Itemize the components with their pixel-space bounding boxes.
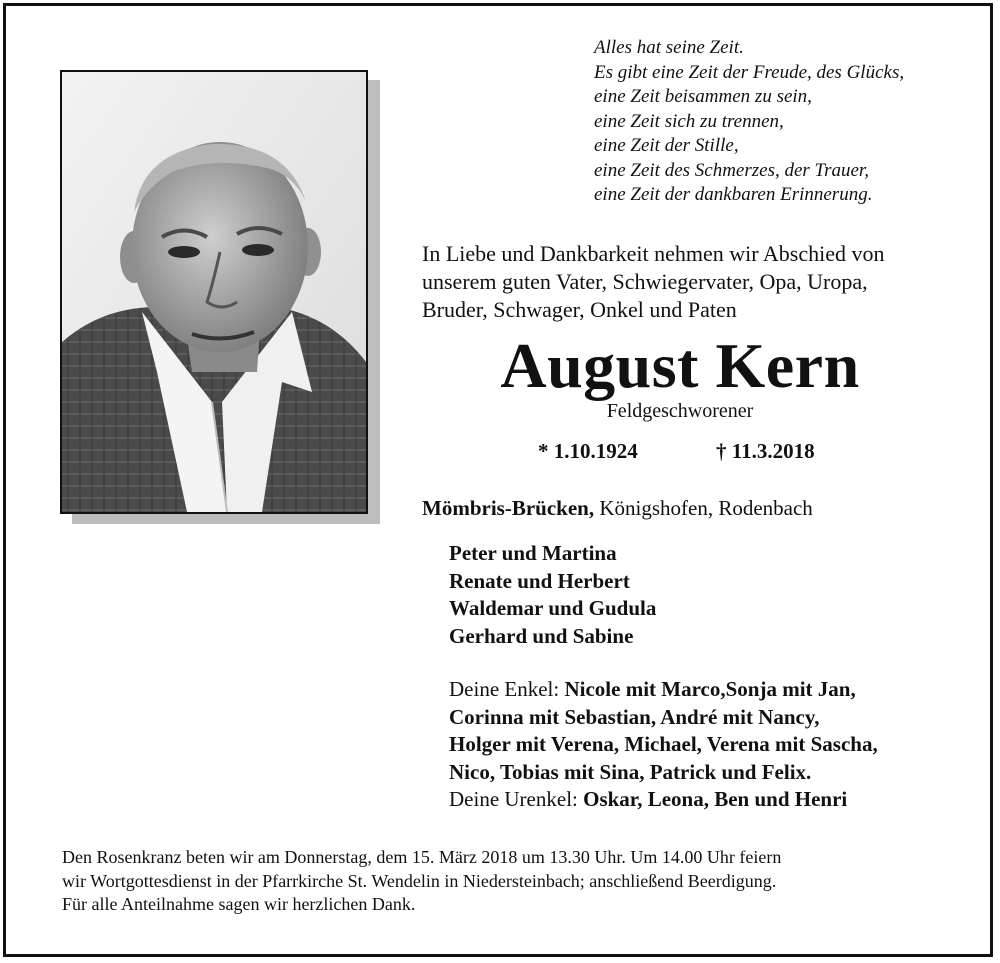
footer-line: Den Rosenkranz beten wir am Donnerstag, dem 15. März 2018 um 13.30 Uhr. Um 14.00 Uhr feiern [62, 847, 782, 867]
great-grandchildren-label: Deine Urenkel: [449, 787, 584, 811]
grandchildren-line [449, 676, 878, 704]
grandchildren-names: Holger mit Verena, Michael, Verena mit Sascha, [449, 732, 878, 756]
child-couple: Renate und Herbert [449, 568, 630, 593]
poem-line: eine Zeit beisammen zu sein, [594, 86, 812, 107]
intro-line: unserem guten Vater, Schwiegervater, Opa, Uropa, [422, 269, 868, 294]
poem-line: eine Zeit der dankbaren Erinnerung. [594, 184, 873, 205]
grandchildren-names: Nicole mit Marco,Sonja mit Jan, [564, 677, 856, 701]
portrait-photo [60, 70, 368, 514]
great-grandchildren-names: Oskar, Leona, Ben und Henri [583, 787, 848, 811]
deceased-title: Feldgeschworener [606, 400, 754, 422]
poem-line: eine Zeit der Stille, [594, 135, 739, 156]
grandchildren-names: Nico, Tobias mit Sina, Patrick und Felix. [449, 759, 812, 784]
poem [594, 36, 984, 208]
child-couple: Gerhard und Sabine [449, 623, 634, 648]
children-list [449, 540, 656, 650]
place-others: Königshofen, Rodenbach [594, 496, 813, 520]
grandchildren-line [449, 704, 878, 732]
birth-date: * 1.10.1924 [538, 439, 638, 463]
service-notice [62, 846, 962, 917]
grandchildren-line [449, 759, 878, 787]
death-date: † 11.3.2018 [716, 439, 815, 463]
portrait-image [62, 72, 366, 512]
poem-line: eine Zeit sich zu trennen, [594, 110, 784, 132]
child-couple: Waldemar und Gudula [449, 596, 657, 620]
place-main: Mömbris-Brücken, [422, 496, 595, 520]
intro-line: Bruder, Schwager, Onkel und Paten [422, 297, 737, 322]
grandchildren-names: Corinna mit Sebastian, André mit Nancy, [449, 704, 820, 729]
grandchildren-line [449, 731, 878, 759]
deceased-name: August Kern [500, 330, 860, 401]
great-grandchildren-line [449, 786, 878, 814]
grandchildren-block [449, 676, 878, 814]
footer-line: wir Wortgottesdienst in der Pfarrkirche St. Wendelin in Niedersteinbach; anschließend Beerdigung. [62, 870, 777, 891]
poem-line: Alles hat seine Zeit. [594, 37, 744, 58]
footer-line: Für alle Anteilnahme sagen wir herzlichen Dank. [62, 894, 416, 914]
poem-line: eine Zeit des Schmerzes, der Trauer, [594, 159, 869, 181]
poem-line: Es gibt eine Zeit der Freude, des Glücks, [594, 61, 905, 83]
intro-line: In Liebe und Dankbarkeit nehmen wir Abschied von [422, 241, 885, 266]
grandchildren-label: Deine Enkel: [449, 677, 565, 701]
child-couple: Peter und Martina [449, 541, 617, 565]
intro-text [422, 240, 982, 324]
places [422, 494, 813, 522]
